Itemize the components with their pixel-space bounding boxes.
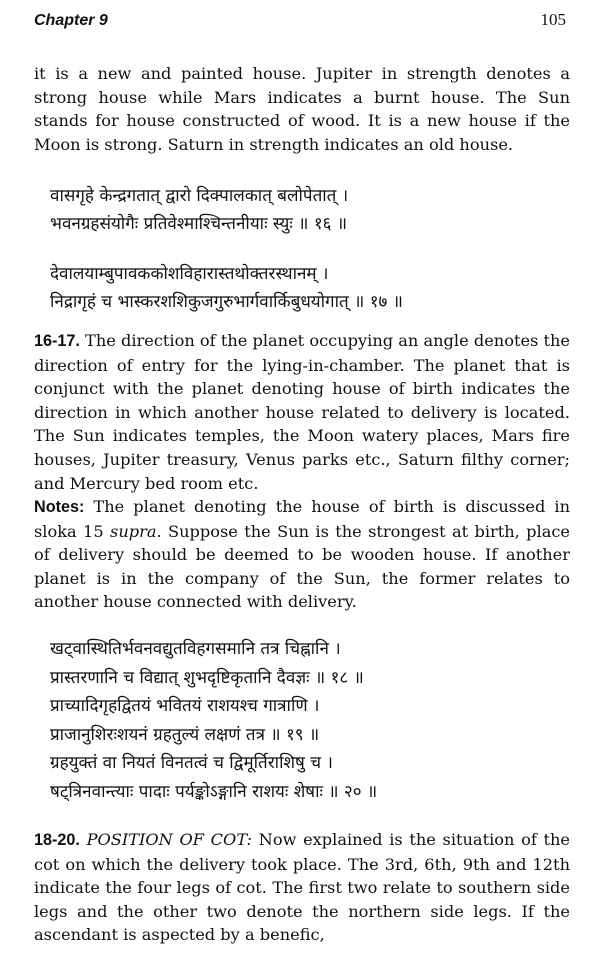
notes-label: Notes: [34, 498, 85, 516]
paragraph-text: Now explained is the situation of the cot on which the delivery took place. The 3rd, 6th, 9th and 12th indicate the four legs of cot. The first two relate to southern side legs and the other two denote the northern side legs. If the ascendant is aspected by a benefic, [34, 830, 570, 945]
verse-16 [50, 182, 570, 238]
verse-line: भवनग्रहसंयोगैः प्रतिवेश्माश्चिन्तनीयाः स्युः ॥ १६ ॥ [50, 214, 348, 234]
page-header [34, 10, 566, 36]
verse-line: खट्वास्थितिर्भवनवद्युतविहगसमानि तत्र चिह्नानि । [50, 639, 341, 659]
verse-line: वासगृहे केन्द्रगतात् द्वारो दिक्पालकात् बलोपेतात् । [50, 186, 349, 206]
section-heading: POSITION OF COT: [79, 830, 252, 849]
paragraph-text: The direction of the planet occupying an angle denotes the direction of entry for the lying-in-chamber. The planet that is conjunct with the planet denoting house of birth indicates the direction in which another house related to delivery is located. The Sun indicates temples, the Moon watery places, Mars fire houses, Jupiter treasury, Venus parks etc., Saturn filthy corner; and Mercury bed room etc. [34, 331, 570, 493]
paragraph-notes [34, 495, 570, 614]
paragraph-16-17 [34, 329, 570, 495]
verse-line: प्राजानुशिरःशयनं ग्रहतुल्यं लक्षणं तत्र ॥ १९ ॥ [50, 724, 320, 745]
chapter-title: Chapter 9 [34, 12, 108, 29]
verse-line: देवालयाम्बुपावककोशविहारास्तथोक्तरस्थानम् । [50, 264, 329, 284]
verse-line: प्राच्यादिगृहद्वितयं भवितयं राशयश्च गात्राणि । [50, 696, 320, 717]
italic-term: supra [110, 521, 157, 541]
paragraph-text: The planet denoting the house of birth is discussed in sloka 15 [34, 497, 570, 541]
verse-line: निद्रागृहं च भास्करशशिकुजगुरुभार्गवार्किबुधयोगात् ॥ १७ ॥ [50, 292, 403, 312]
verse-17 [50, 260, 570, 316]
verse-line: ग्रहयुक्तं वा नियतं विनतत्वं च द्विमूर्तिराशिषु च । [50, 753, 333, 774]
paragraph-18-20 [34, 828, 570, 947]
verse-line: प्रास्तरणानि च विद्यात् शुभदृष्टिकृतानि दैवज्ञः ॥ १८ ॥ [50, 667, 364, 688]
sloka-number: 18-20. [34, 831, 80, 849]
sloka-number: 16-17. [34, 332, 80, 350]
page-number: 105 [540, 10, 566, 29]
verse-18-20 [50, 635, 570, 807]
paragraph-house-strength: it is a new and painted house. Jupiter in strength denotes a strong house while Mars indicates a burnt house. The Sun stands for house constructed of wood. It is a new house if the Moon is strong. Saturn in strength indicates an old house. [34, 64, 570, 154]
verse-line: षट्त्रिनवान्त्याः पादाः पर्यङ्कोऽङ्गानि राशयः शेषाः ॥ २० ॥ [50, 781, 378, 802]
paragraph-text: . Suppose the Sun is the strongest at birth, place of delivery should be deemed to be wooden house. If another planet is in the company of the Sun, the former relates to another house connected with delivery. [34, 521, 570, 612]
